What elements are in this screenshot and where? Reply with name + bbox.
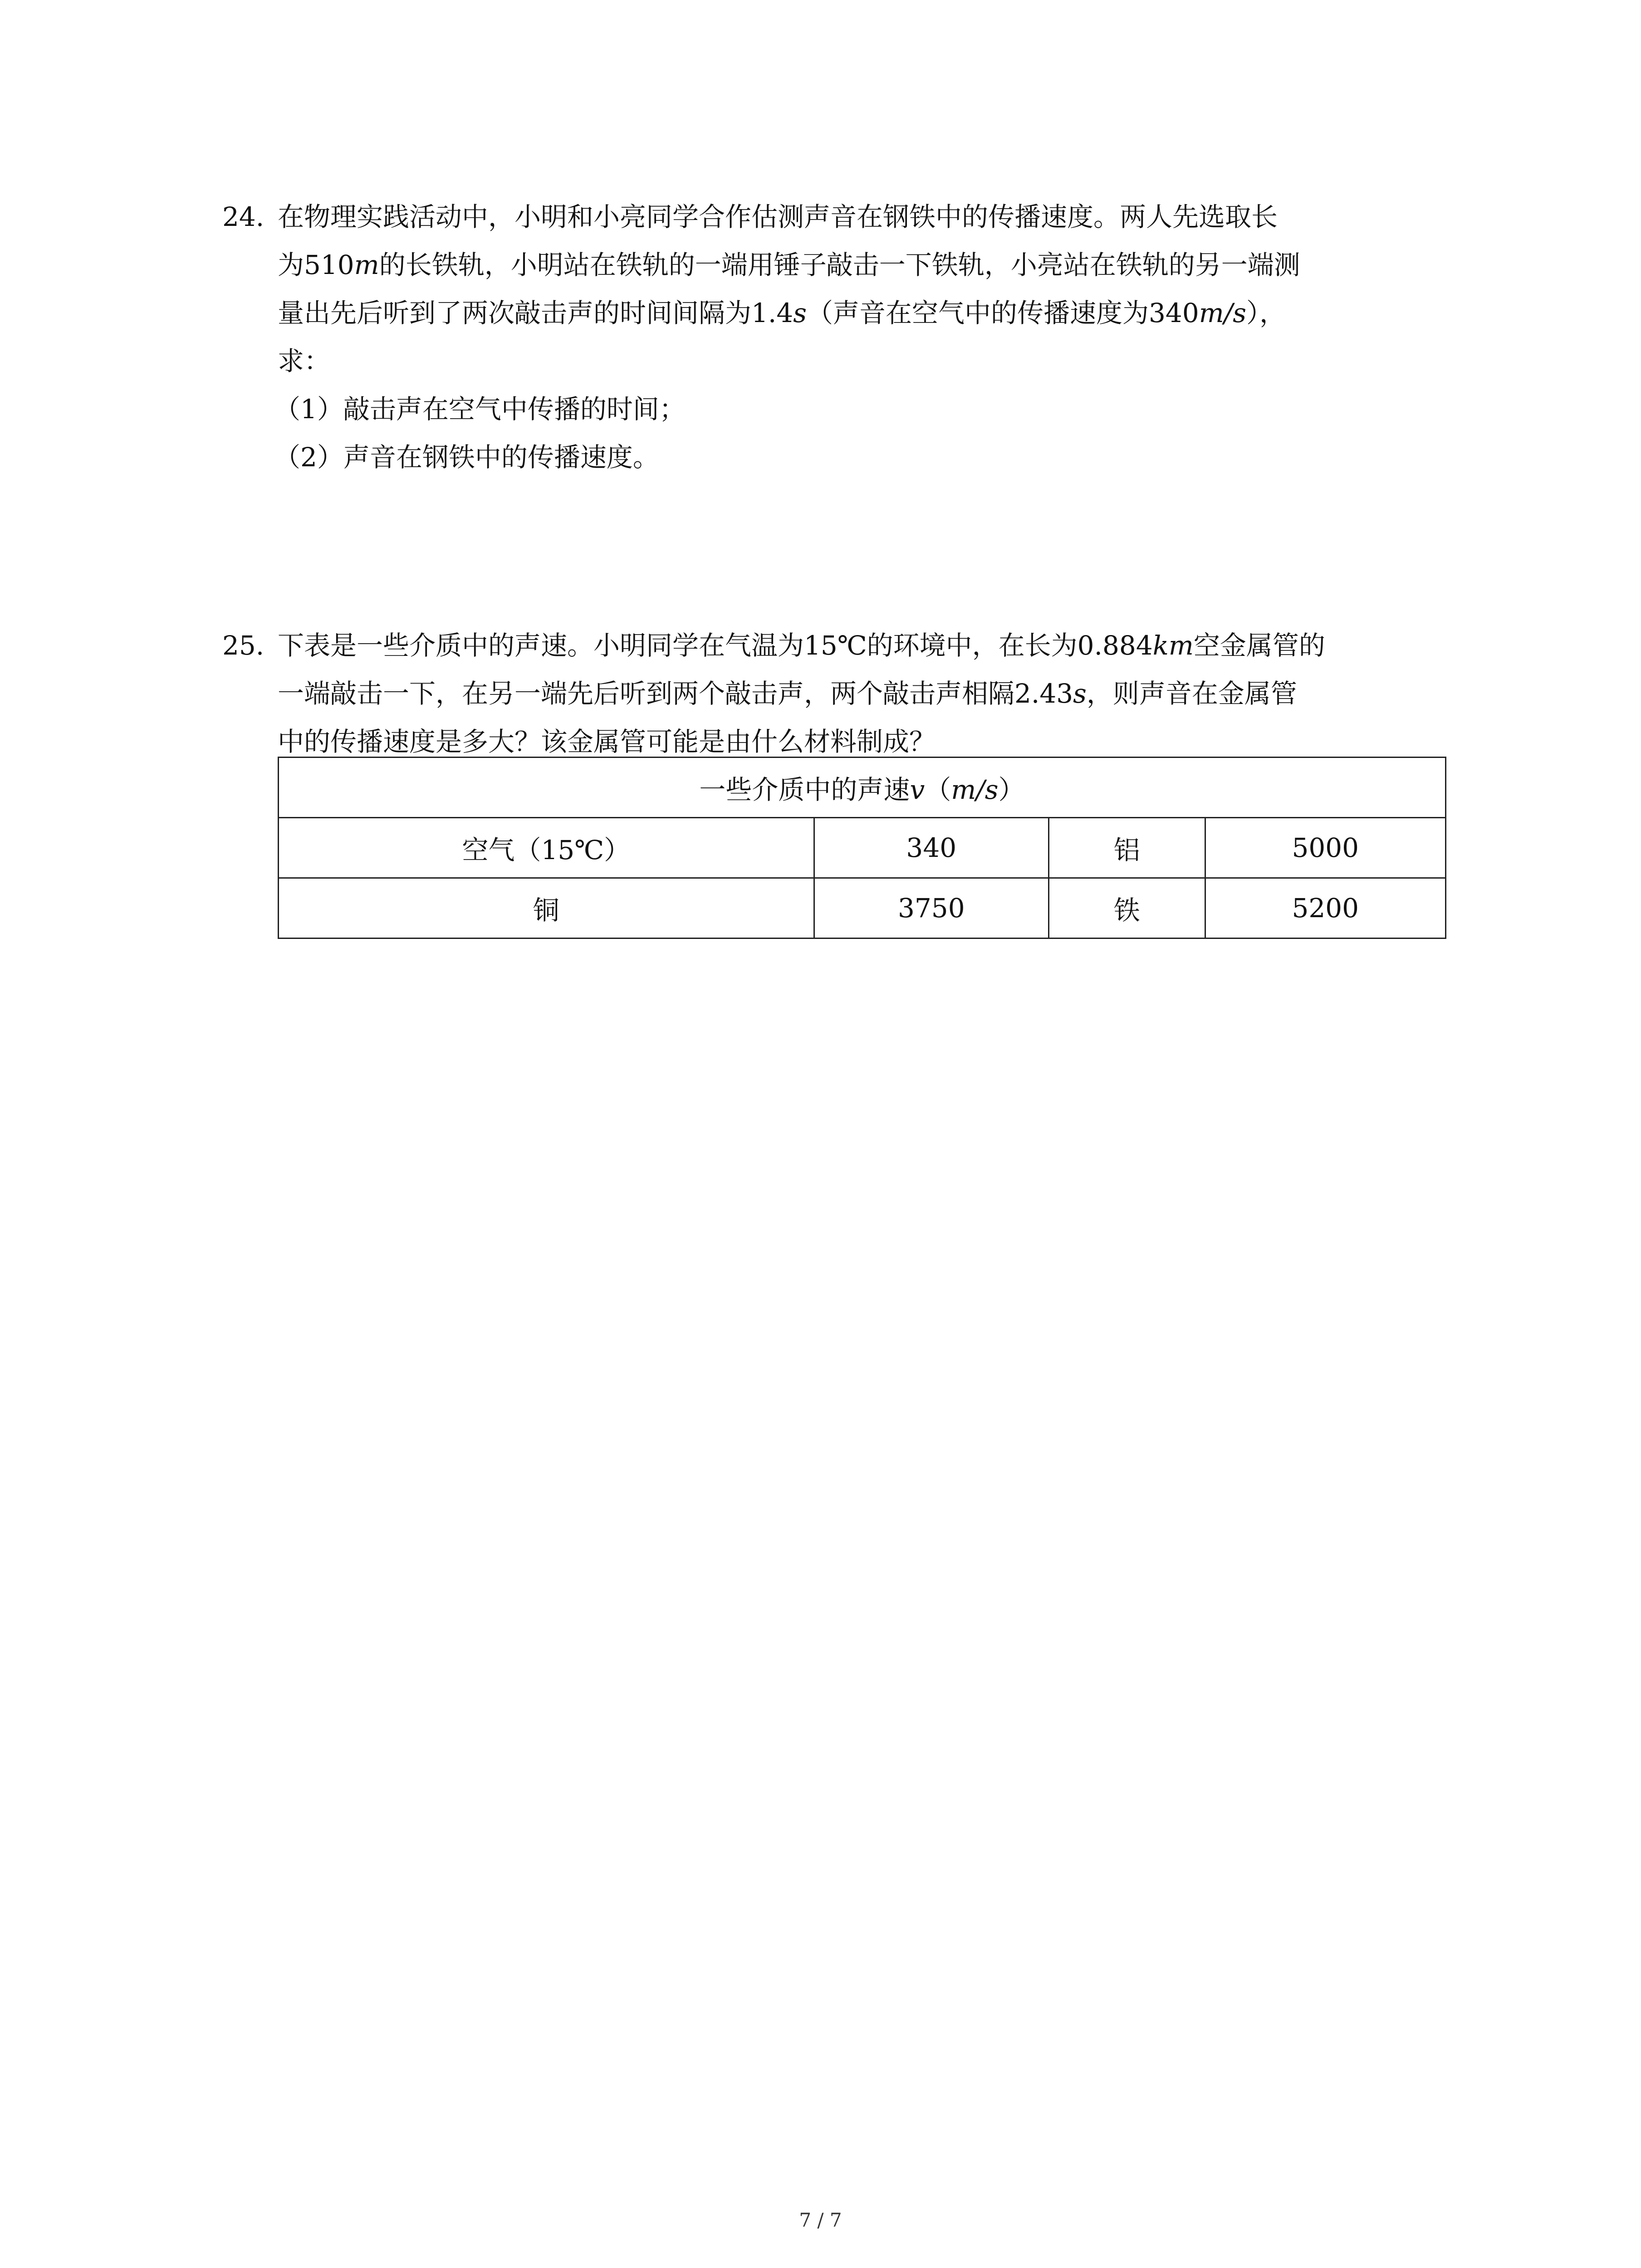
table-cell: 铁 bbox=[1049, 878, 1205, 938]
table-row bbox=[279, 878, 1446, 938]
question-line: 一端敲击一下，在另一端先后听到两个敲击声，两个敲击声相隔2.43s，则声音在金属管 bbox=[278, 678, 1297, 709]
table-cell: 空气（15℃） bbox=[279, 818, 814, 878]
table-cell: 5200 bbox=[1205, 878, 1445, 938]
question-24 bbox=[222, 193, 1447, 481]
question-number: 24. bbox=[222, 201, 265, 232]
question-line: 求： bbox=[278, 346, 331, 376]
table-row bbox=[279, 818, 1446, 878]
page-number: 7 / 7 bbox=[799, 2209, 842, 2231]
table-cell: 铝 bbox=[1049, 818, 1205, 878]
question-number: 25. bbox=[222, 630, 265, 661]
question-line: 量出先后听到了两次敲击声的时间间隔为1.4s（声音在空气中的传播速度为340m/s）， bbox=[278, 298, 1286, 328]
sub-question-2: （2）声音在钢铁中的传播速度。 bbox=[274, 442, 659, 473]
table-caption: 一些介质中的声速v（m/s） bbox=[279, 758, 1446, 818]
question-line: 中的传播速度是多大？该金属管可能是由什么材料制成？ bbox=[278, 726, 936, 757]
table-cell: 340 bbox=[814, 818, 1048, 878]
table-cell: 5000 bbox=[1205, 818, 1445, 878]
question-25 bbox=[222, 621, 1447, 766]
sub-question-1: （1）敲击声在空气中传播的时间； bbox=[274, 394, 686, 425]
table-caption-row bbox=[279, 758, 1446, 818]
question-line: 为510m的长铁轨，小明站在铁轨的一端用锤子敲击一下铁轨，小亮站在铁轨的另一端测 bbox=[278, 249, 1300, 280]
question-line: 在物理实践活动中，小明和小亮同学合作估测声音在钢铁中的传播速度。两人先选取长 bbox=[278, 201, 1278, 232]
question-line: 下表是一些介质中的声速。小明同学在气温为15℃的环境中，在长为0.884km空金属管的 bbox=[278, 630, 1325, 661]
table-cell: 3750 bbox=[814, 878, 1048, 938]
sound-speed-table bbox=[278, 757, 1446, 939]
table-cell: 铜 bbox=[279, 878, 814, 938]
